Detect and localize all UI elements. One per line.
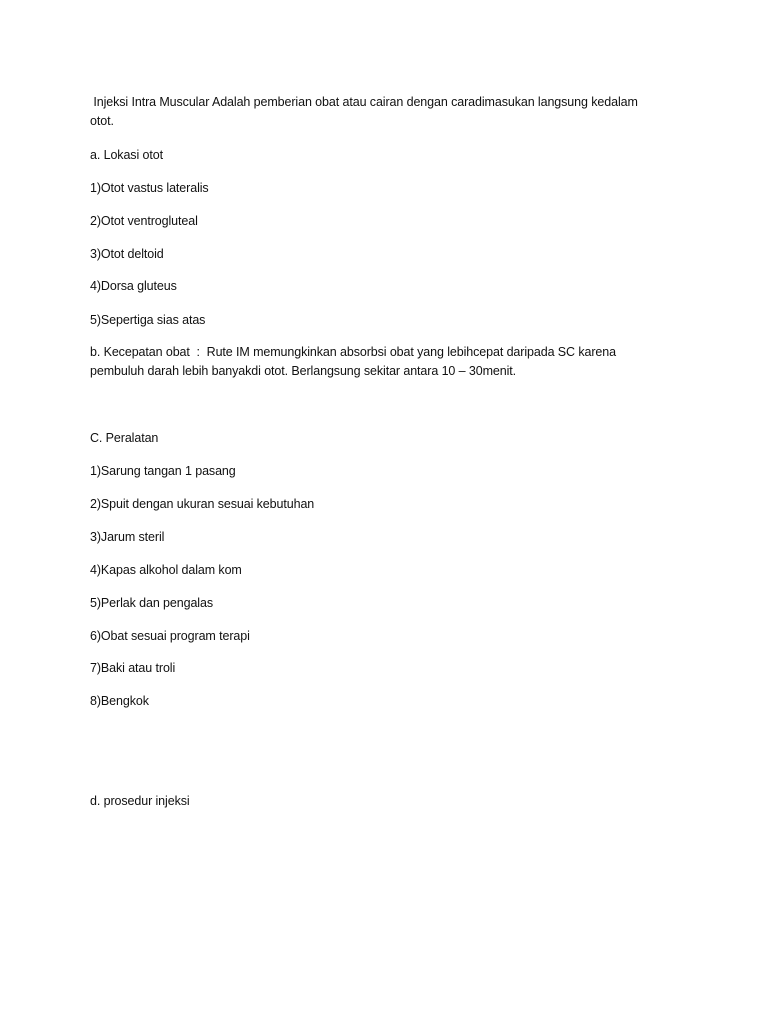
list-item: 8)Bengkok — [90, 694, 149, 708]
list-item: 2)Spuit dengan ukuran sesuai kebutuhan — [90, 497, 315, 511]
intro-line-2: otot. — [90, 114, 114, 128]
section-b-line-1: b. Kecepatan obat : Rute IM memungkinkan absorbsi obat yang lebihcepat daripada SC karena — [90, 345, 616, 359]
list-item: 3)Otot deltoid — [90, 247, 164, 261]
section-b-line-2: pembuluh darah lebih banyakdi otot. Berlangsung sekitar antara 10 – 30menit. — [90, 364, 517, 378]
list-item: 3)Jarum steril — [90, 530, 165, 544]
list-item: 6)Obat sesuai program terapi — [90, 629, 250, 643]
section-b-paragraph — [90, 343, 690, 381]
list-item: 1)Sarung tangan 1 pasang — [90, 464, 236, 478]
list-item: 2)Otot ventrogluteal — [90, 214, 198, 228]
list-item: 4)Dorsa gluteus — [90, 279, 177, 293]
section-d-heading: d. prosedur injeksi — [90, 794, 190, 808]
list-item: 7)Baki atau troli — [90, 661, 176, 675]
list-item: 5)Perlak dan pengalas — [90, 596, 213, 610]
intro-line-1: Injeksi Intra Muscular Adalah pemberian obat atau cairan dengan caradimasukan langsung kedalam — [90, 95, 638, 109]
list-item: 5)Sepertiga sias atas — [90, 313, 206, 327]
list-item: 1)Otot vastus lateralis — [90, 181, 209, 195]
section-a-heading: a. Lokasi otot — [90, 148, 163, 162]
list-item: 4)Kapas alkohol dalam kom — [90, 563, 242, 577]
intro-paragraph — [90, 93, 690, 131]
section-c-heading: C. Peralatan — [90, 431, 159, 445]
